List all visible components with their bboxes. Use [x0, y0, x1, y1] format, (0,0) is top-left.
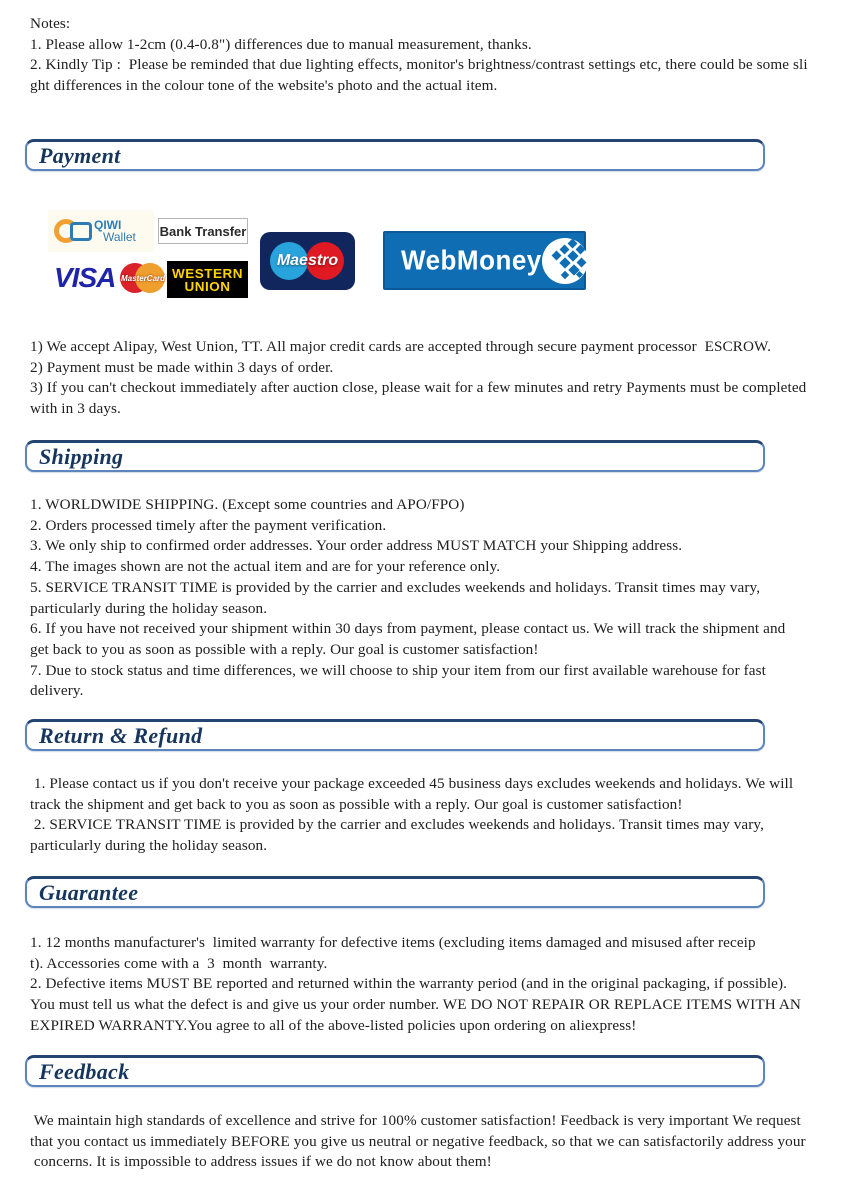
payment-line: 3) If you can't checkout immediately after auction close, please wait for a few minutes and retry Payments must be completed [30, 379, 807, 397]
shipping-line: get back to you as soon as possible with a reply. Our goal is customer satisfaction! [30, 640, 539, 658]
shipping-line: 4. The images shown are not the actual item and are for your reference only. [30, 558, 501, 576]
notes-block [30, 14, 845, 97]
western-union-label-line1: WESTERN [172, 265, 243, 281]
qiwi-wallet-logo [48, 210, 154, 252]
visa-logo [54, 261, 124, 295]
guarantee-line: 2. Defective items MUST BE reported and returned within the warranty period (and in the original packaging, if possible). [30, 975, 788, 993]
guarantee-line: You must tell us what the defect is and give us your order number. WE DO NOT REPAIR OR REPLACE ITEMS WITH AN [30, 996, 801, 1014]
payment-text-block [30, 337, 845, 420]
shipping-line: 2. Orders processed timely after the payment verification. [30, 516, 387, 534]
mastercard-label: MasterCard [121, 274, 166, 283]
guarantee-section-header [25, 876, 765, 908]
notes-title: Notes: [30, 15, 71, 32]
guarantee-section-title: Guarantee [39, 879, 139, 905]
notes-line: ght differences in the colour tone of the website's photo and the actual item. [30, 77, 498, 95]
payment-line: with in 3 days. [30, 400, 121, 418]
payment-line: 2) Payment must be made within 3 days of order. [30, 358, 334, 376]
return-refund-line: 2. SERVICE TRANSIT TIME is provided by the carrier and excludes weekends and holidays. Transit times may vary, [30, 816, 764, 834]
guarantee-text-block [30, 933, 845, 1037]
guarantee-line: 1. 12 months manufacturer's limited warranty for defective items (excluding items damaged and misused after receip [30, 934, 756, 951]
shipping-line: delivery. [30, 682, 84, 700]
shipping-line: 5. SERVICE TRANSIT TIME is provided by the carrier and excludes weekends and holidays. Transit times may vary, [30, 578, 761, 596]
qiwi-wallet-icon [70, 222, 92, 241]
webmoney-logo [383, 231, 586, 290]
western-union-logo [167, 261, 248, 298]
feedback-text-block [30, 1111, 845, 1173]
shipping-line: 7. Due to stock status and time differences, we will choose to ship your item from our first available warehouse for fast [30, 661, 766, 679]
mastercard-logo [120, 262, 166, 295]
webmoney-globe-icon [542, 238, 588, 284]
feedback-line: that you contact us immediately BEFORE you give us neutral or negative feedback, so that we can satisfactorily address your [30, 1132, 806, 1150]
shipping-text-block [30, 495, 845, 702]
shipping-section-title: Shipping [39, 443, 124, 469]
return-refund-line: particularly during the holiday season. [30, 837, 268, 855]
return-refund-section-title: Return & Refund [39, 722, 203, 748]
shipping-line: 3. We only ship to confirmed order addresses. Your order address MUST MATCH your Shipping address. [30, 537, 683, 555]
bank-transfer-label: Bank Transfer [159, 223, 247, 239]
bank-transfer-logo [158, 218, 248, 244]
maestro-label: Maestro [276, 252, 339, 269]
guarantee-line: t). Accessories come with a 3 month warranty. [30, 954, 328, 972]
notes-line: 2. Kindly Tip : Please be reminded that due lighting effects, monitor's brightness/contrast settings etc, there could be some sli [30, 56, 808, 74]
payment-section-title: Payment [39, 142, 121, 168]
feedback-line: We maintain high standards of excellence and strive for 100% customer satisfaction! Feedback is very important We request [30, 1112, 801, 1129]
shipping-line: 6. If you have not received your shipment within 30 days from payment, please contact us. We will track the shipment and [30, 620, 786, 638]
visa-label: VISA [54, 262, 116, 293]
notes-line: 1. Please allow 1-2cm (0.4-0.8") differences due to manual measurement, thanks. [30, 35, 532, 53]
shipping-line: particularly during the holiday season. [30, 599, 268, 617]
webmoney-label: WebMoney [401, 244, 542, 276]
return-refund-line: track the shipment and get back to you as soon as possible with a reply. Our goal is customer satisfaction! [30, 795, 683, 813]
western-union-label-line2: UNION [184, 278, 231, 294]
return-refund-section-header [25, 719, 765, 751]
payment-line: 1) We accept Alipay, West Union, TT. All major credit cards are accepted through secure payment processor ESCROW. [30, 338, 771, 355]
feedback-line: concerns. It is impossible to address issues if we do not know about them! [30, 1153, 492, 1171]
shipping-section-header [25, 440, 765, 472]
feedback-section-title: Feedback [39, 1058, 130, 1084]
payment-section-header [25, 139, 765, 171]
return-refund-line: 1. Please contact us if you don't receive your package exceeded 45 business days excludes weekends and holidays. We will [30, 775, 794, 792]
return-refund-text-block [30, 774, 845, 857]
feedback-section-header [25, 1055, 765, 1087]
qiwi-label: QIWI Wallet [94, 218, 136, 244]
shipping-line: 1. WORLDWIDE SHIPPING. (Except some countries and APO/FPO) [30, 496, 465, 513]
guarantee-line: EXPIRED WARRANTY.You agree to all of the above-listed policies upon ordering on aliexpress! [30, 1016, 637, 1034]
maestro-logo [260, 232, 355, 290]
